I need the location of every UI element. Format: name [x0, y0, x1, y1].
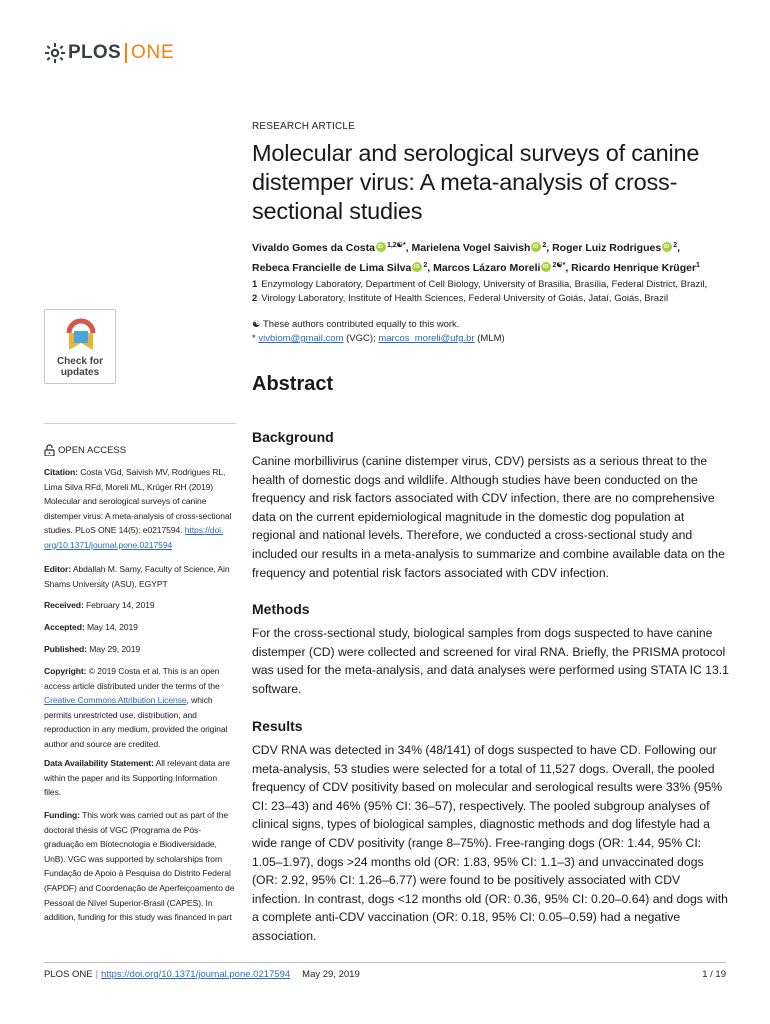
- author-separator: ,: [677, 242, 681, 254]
- check-for-updates-line: Check for: [56, 356, 104, 367]
- editor-line: Shams University (ASU), EGYPT: [44, 578, 168, 589]
- footer-date: May 29, 2019: [302, 969, 360, 980]
- check-for-updates-line: updates: [60, 367, 100, 378]
- author-affil-sup: 2☯*: [552, 262, 566, 269]
- author-affil-sup: 2: [423, 262, 428, 269]
- logo-divider: [125, 43, 127, 63]
- footer-journal: PLOS ONE: [44, 969, 93, 980]
- author-name[interactable]: , Ricardo Henrique Krüger: [565, 262, 697, 274]
- methods-heading: Methods: [252, 601, 310, 617]
- author-affil-sup: 1: [696, 262, 700, 269]
- accepted-value: May 14, 2019: [84, 622, 138, 632]
- copyright-block: [44, 664, 236, 752]
- funding-block: [44, 808, 236, 925]
- citation-line: distemper virus: A meta-analysis of cross-sectional: [44, 510, 232, 521]
- footer-doi-link[interactable]: https://doi.org/10.1371/journal.pone.0217594: [101, 969, 291, 980]
- affiliation-number: 1: [252, 279, 258, 290]
- funding-line: Fundação de Apoio à Pesquisa do Distrito Federal: [44, 868, 231, 879]
- received-value: February 14, 2019: [83, 600, 155, 610]
- data-availability-line: All relevant data are: [153, 758, 230, 768]
- affiliation-text: Virology Laboratory, Institute of Health Sciences, Federal University of Goiás, Jataí, Goiás, Brazil: [261, 293, 669, 304]
- published-value: May 29, 2019: [86, 644, 141, 654]
- funding-line: Pessoal de Nível Superior-Brasil (CAPES). In: [44, 897, 213, 908]
- funding-line: addition, funding for this study was financed in part: [44, 912, 232, 923]
- affiliation-item: [252, 292, 732, 306]
- editor-label: Editor:: [44, 564, 71, 574]
- plos-one-logo[interactable]: [44, 40, 175, 66]
- results-paragraph: CDV RNA was detected in 34% (48/141) of dogs suspected to have CD. Following our meta-analysis, 53 studies were selected for a total of 11,527 dogs. Overall, the pooled frequency of CDV positivity based on molecular and serological results were 33% (95% CI: 23–43) and 46% (95% CI: 36–57), respectively. The pooled subgroup analyses of clinical signs, types of biological samples, diagnostic methods and dog lifestyle had a wide range of CDV positivity (range 8–75%). Free-ranging dogs (OR: 1.44, 95% CI: 1.05–1.97), dogs >24 months old (OR: 1.83, 95% CI: 1.1–3) and unvaccinated dogs (OR: 2.92, 95% CI: 1.26–6.77) were found to be positively associated with CDV infection. In contrast, dogs <12 months old (OR: 0.36, 95% CI: 0.20–0.64) and dogs with a complete anti-CDV vaccination (OR: 0.18, 95% CI: 0.05–0.59) had a negative association.: [252, 743, 728, 943]
- author-affil-sup: 2: [673, 242, 678, 249]
- citation-line: Molecular and serological surveys of canine: [44, 496, 207, 507]
- email-owner: (MLM): [477, 333, 505, 344]
- author-name[interactable]: Vivaldo Gomes da Costa: [252, 242, 375, 254]
- citation-line: Lima Silva RFd, Moreli ML, Krüger RH (2019): [44, 481, 214, 492]
- accepted-date: [44, 620, 236, 635]
- data-availability-line: files.: [44, 787, 62, 798]
- logo-plos-text: PLOS: [68, 42, 121, 63]
- page-footer: [44, 969, 360, 980]
- data-availability-line: within the paper and its Supporting Information: [44, 772, 218, 783]
- open-access-text: OPEN ACCESS: [58, 444, 127, 456]
- background-paragraph: Canine morbillivirus (canine distemper virus, CDV) persists as a serious threat to the health of domestic dogs and wildlife. Although studies have been conducted on the frequency and risk factors associated with CDV infection, there are no comprehensive data on the current epidemiological magnitude in the domestic dog population at regional and national levels. Therefore, we conducted a cross-sectional study and included our results in a meta-analysis to summarize and combine available data on the frequency and potential risk factors associated with CDV infection.: [252, 454, 725, 580]
- abstract-heading: Abstract: [252, 373, 334, 395]
- page-number: 1 / 19: [702, 969, 726, 980]
- author-name[interactable]: , Marcos Lázaro Moreli: [427, 262, 541, 274]
- check-for-updates-label: [45, 356, 115, 378]
- affiliation-number: 2: [252, 293, 258, 304]
- copyright-line: author and source are credited.: [44, 738, 161, 749]
- citation-line: studies. PLoS ONE 14(5): e0217594.: [44, 525, 183, 536]
- article-title: Molecular and serological surveys of canine distemper virus: A meta-analysis of cross-sectional studies: [252, 140, 700, 224]
- funding-line: UnB). VGC was supported by scholarships from: [44, 853, 223, 864]
- article-type: RESEARCH ARTICLE: [252, 121, 356, 132]
- footer-separator: |: [95, 969, 99, 980]
- check-for-updates-badge[interactable]: [44, 309, 116, 384]
- citation-doi-link[interactable]: org/10.1371/journal.pone.0217594: [44, 539, 173, 550]
- accepted-label: Accepted:: [44, 622, 85, 632]
- corresponding-emails: [252, 332, 732, 346]
- plos-sun-icon: [44, 42, 66, 64]
- author-name[interactable]: , Marielena Vogel Saivish: [405, 242, 531, 254]
- funding-label: Funding:: [44, 810, 80, 820]
- corresponding-marker: *: [252, 333, 256, 344]
- citation-line: Costa VGd, Saivish MV, Rodrigues RL,: [77, 467, 226, 477]
- received-date: [44, 598, 236, 613]
- funding-line: This work was carried out as part of the: [79, 810, 229, 820]
- affiliation-item: [252, 278, 732, 292]
- published-date: [44, 642, 236, 657]
- email-link[interactable]: marcos_moreli@ufg.br: [378, 333, 475, 344]
- data-availability-label: Data Availability Statement:: [44, 758, 154, 768]
- email-owner: (VGC);: [346, 333, 376, 344]
- author-affil-sup: 2: [542, 242, 547, 249]
- affiliation-text: Enzymology Laboratory, Department of Cell Biology, University of Brasilia, Brasília, Federal District, Brazil,: [261, 279, 708, 290]
- citation-doi-link[interactable]: https://doi.: [184, 525, 224, 536]
- background-heading: Background: [252, 429, 334, 445]
- funding-line: graduação em Biotecnologia e Biodiversidade,: [44, 839, 217, 850]
- editor-line: Abdallah M. Samy, Faculty of Science, Ain: [71, 564, 230, 574]
- editor-block: [44, 562, 236, 591]
- copyright-line: permits unrestricted use, distribution, and: [44, 709, 197, 720]
- author-name[interactable]: , Roger Luiz Rodrigues: [546, 242, 662, 254]
- methods-paragraph: For the cross-sectional study, biological samples from dogs suspected to have canine distemper (CD) were collected and screened for viral RNA. Briefly, the PRISMA protocol was used for the meta-analysis, and data analyses were performed using STATA IC 13.1 software.: [252, 626, 729, 696]
- footer-divider: [44, 962, 726, 963]
- citation-block: [44, 465, 236, 553]
- equal-contribution-note: ☯ These authors contributed equally to this work.: [252, 319, 460, 330]
- orcid-icon[interactable]: [662, 242, 672, 252]
- author-list: [252, 237, 732, 277]
- data-availability-block: [44, 756, 236, 800]
- orcid-icon[interactable]: [412, 262, 422, 272]
- funding-line: (FAPDF) and Coordenação de Aperfeiçoamento de: [44, 882, 235, 893]
- bookmark-ribbon-icon: [66, 318, 96, 352]
- sidebar-divider: [44, 423, 236, 424]
- orcid-icon[interactable]: [531, 242, 541, 252]
- open-access-label: [44, 444, 126, 456]
- copyright-label: Copyright:: [44, 666, 87, 676]
- author-affil-sup: 1,2☯*: [386, 242, 406, 249]
- copyright-line: © 2019 Costa et al. This is an open: [86, 666, 220, 676]
- email-link[interactable]: vivbiom@gmail.com: [258, 333, 344, 344]
- author-notes: [252, 318, 732, 346]
- results-heading: Results: [252, 718, 303, 734]
- received-label: Received:: [44, 600, 84, 610]
- published-label: Published:: [44, 644, 87, 654]
- orcid-icon[interactable]: [376, 242, 386, 252]
- copyright-line: , which: [186, 695, 213, 706]
- orcid-icon[interactable]: [541, 262, 551, 272]
- funding-line: doctoral thesis of VGC (Programa de Pós-: [44, 824, 201, 835]
- citation-label: Citation:: [44, 467, 78, 477]
- open-lock-icon: [44, 444, 55, 456]
- copyright-line: reproduction in any medium, provided the original: [44, 724, 228, 735]
- author-name[interactable]: Rebeca Francielle de Lima Silva: [252, 262, 412, 274]
- copyright-line: access article distributed under the terms of the: [44, 680, 220, 691]
- affiliations: [252, 278, 732, 306]
- license-link[interactable]: Creative Commons Attribution License: [44, 695, 187, 706]
- logo-one-text: ONE: [130, 42, 175, 63]
